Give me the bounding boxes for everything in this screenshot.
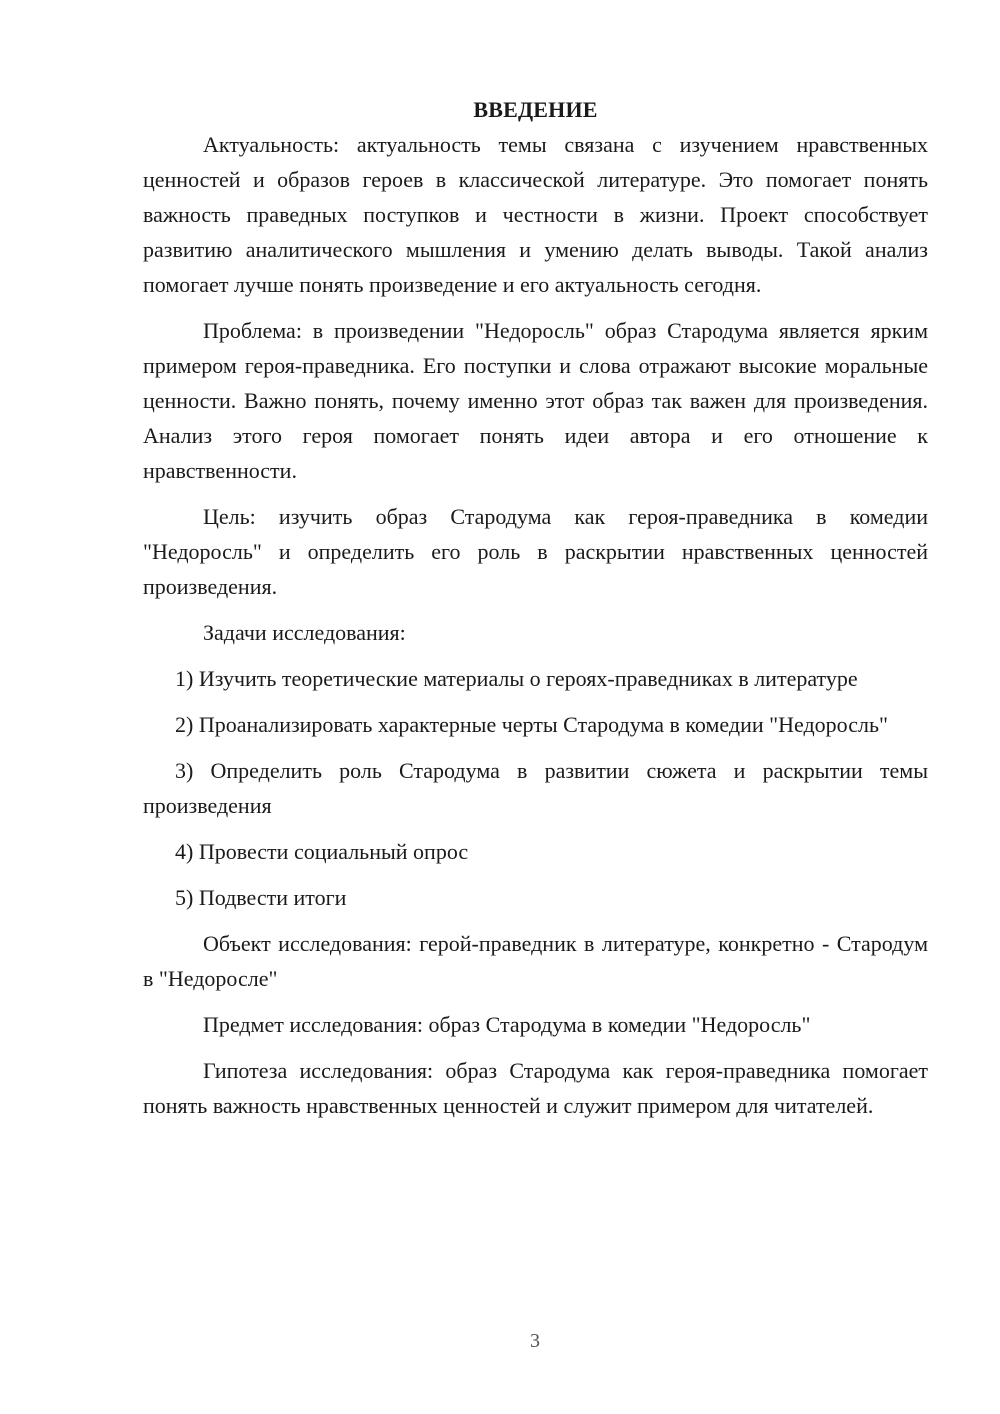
tasks-heading: Задачи исследования: [203, 620, 406, 645]
paragraph-object: Объект исследования: герой-праведник в литературе, конкретно - Стародум в "Недоросле" [143, 931, 928, 991]
document-page [143, 92, 928, 1123]
paragraph-relevance: Актуальность: актуальность темы связана с изучением нравственных ценностей и образов героев в классической литературе. Это помогает понять важность праведных поступков и честности в жизни. Проект способствует развитию аналитического мышления и умению делать выводы. Такой анализ помогает лучше понять произведение и его актуальность сегодня. [143, 132, 928, 297]
page-title: ВВЕДЕНИЕ [473, 97, 598, 122]
task-item-3: 3) Определить роль Стародума в развитии сюжета и раскрытии темы произведения [143, 758, 928, 818]
task-item-4: 4) Провести социальный опрос [175, 839, 469, 864]
task-item-2: 2) Проанализировать характерные черты Стародума в комедии "Недоросль" [175, 712, 888, 737]
paragraph-subject: Предмет исследования: образ Стародума в комедии "Недоросль" [203, 1012, 811, 1037]
page-number: 3 [530, 1330, 540, 1352]
paragraph-goal: Цель: изучить образ Стародума как героя-праведника в комедии "Недоросль" и определить его роль в раскрытии нравственных ценностей произведения. [143, 504, 928, 599]
paragraph-hypothesis: Гипотеза исследования: образ Стародума как героя-праведника помогает понять важность нравственных ценностей и служит примером для читателей. [143, 1058, 928, 1118]
task-item-1: 1) Изучить теоретические материалы о героях-праведниках в литературе [175, 666, 858, 691]
task-item-5: 5) Подвести итоги [175, 885, 347, 910]
paragraph-problem: Проблема: в произведении "Недоросль" образ Стародума является ярким примером героя-праведника. Его поступки и слова отражают высокие моральные ценности. Важно понять, почему именно этот образ так важен для произведения. Анализ этого героя помогает понять идеи автора и его отношение к нравственности. [143, 318, 928, 483]
